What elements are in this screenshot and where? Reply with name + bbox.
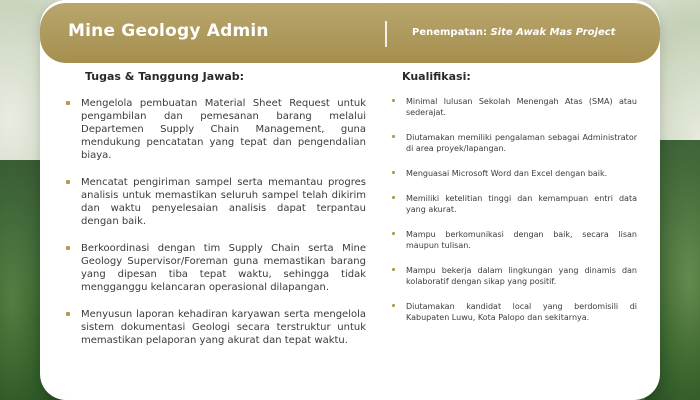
qualification-text: Minimal lulusan Sekolah Menengah Atas (SMA) atau sederajat.: [406, 97, 637, 117]
placement-label: Penempatan:: [412, 27, 487, 38]
duty-item: [66, 97, 366, 162]
bullet-icon: [66, 101, 70, 105]
qualification-text: Menguasai Microsoft Word dan Excel dengan baik.: [406, 169, 608, 178]
bullet-icon: [392, 171, 395, 174]
bullet-icon: [392, 268, 395, 271]
placement-info: [412, 27, 615, 38]
qualification-text: Diutamakan memiliki pengalaman sebagai Administrator di area proyek/lapangan.: [406, 133, 637, 153]
qualification-item: [392, 229, 637, 251]
job-title: Mine Geology Admin: [68, 21, 269, 41]
qualification-item: [392, 168, 637, 179]
bullet-icon: [392, 99, 395, 102]
qualification-item: [392, 265, 637, 287]
qualifications-heading: Kualifikasi:: [402, 70, 471, 83]
qualifications-list: [392, 96, 637, 337]
duty-item: [66, 176, 366, 228]
bullet-icon: [392, 232, 395, 235]
bullet-icon: [392, 135, 395, 138]
bullet-icon: [66, 312, 70, 316]
job-card: [40, 0, 660, 400]
duty-text: Mengelola pembuatan Material Sheet Request untuk pengambilan dan pemesanan barang melalui Departemen Supply Chain Management, guna mendukung pencatatan yang tepat dan pengendalian biaya.: [81, 98, 366, 161]
duty-item: [66, 308, 366, 347]
duty-text: Menyusun laporan kehadiran karyawan serta mengelola sistem dokumentasi Geologi secara terstruktur untuk memastikan pelaporan yang akurat dan tepat waktu.: [81, 309, 366, 346]
qualification-item: [392, 96, 637, 118]
duty-text: Mencatat pengiriman sampel serta memantau progres analisis untuk memastikan seluruh sampel telah dikirim dan waktu penyelesaian analisis dapat terpantau dengan baik.: [81, 177, 366, 227]
duty-item: [66, 242, 366, 294]
qualification-text: Mampu bekerja dalam lingkungan yang dinamis dan kolaboratif dengan sikap yang positif.: [406, 266, 637, 286]
bullet-icon: [66, 180, 70, 184]
header-divider: [385, 21, 387, 47]
qualification-item: [392, 132, 637, 154]
bullet-icon: [392, 196, 395, 199]
duty-text: Berkoordinasi dengan tim Supply Chain serta Mine Geology Supervisor/Foreman guna memastikan barang yang dipesan tiba tepat waktu, sehingga tidak mengganggu kelancaran operasional dilapangan.: [81, 243, 366, 293]
bullet-icon: [66, 246, 70, 250]
qualification-text: Diutamakan kandidat local yang berdomisili di Kabupaten Luwu, Kota Palopo dan sekitarnya.: [406, 302, 637, 322]
qualification-item: [392, 301, 637, 323]
bullet-icon: [392, 304, 395, 307]
placement-value: Site Awak Mas Project: [490, 27, 616, 38]
qualification-text: Mampu berkomunikasi dengan baik, secara lisan maupun tulisan.: [406, 230, 637, 250]
duties-list: [66, 97, 366, 361]
job-header: [40, 3, 660, 63]
qualification-item: [392, 193, 637, 215]
qualification-text: Memiliki ketelitian tinggi dan kemampuan entri data yang akurat.: [406, 194, 637, 214]
duties-heading: Tugas & Tanggung Jawab:: [85, 70, 245, 83]
